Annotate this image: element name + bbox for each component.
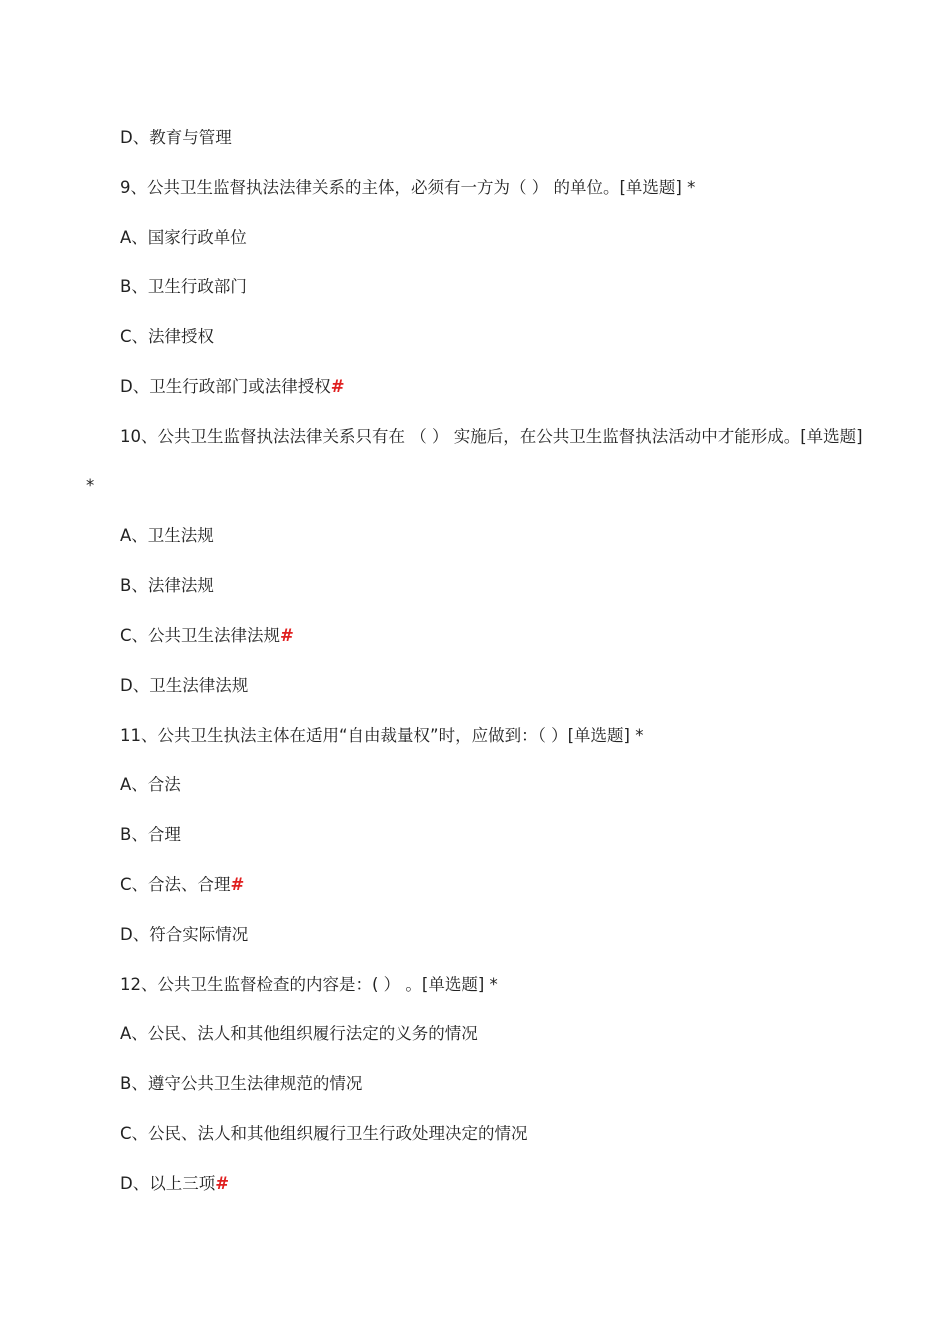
correct-answer-mark: # — [215, 1174, 230, 1193]
option-line — [120, 276, 247, 298]
option-line — [120, 824, 181, 846]
option-line-correct — [120, 625, 294, 647]
option-text: C、公共卫生法律法规 — [120, 626, 281, 645]
question-text: 12、公共卫生监督检查的内容是：( ） 。[单选题] * — [120, 975, 498, 994]
required-asterisk — [86, 475, 94, 497]
option-text: A、公民、法人和其他组织履行法定的义务的情况 — [120, 1024, 478, 1043]
question-line — [120, 426, 863, 448]
option-text: C、合法、合理 — [120, 875, 231, 894]
correct-answer-mark: # — [230, 875, 245, 894]
option-text: A、卫生法规 — [120, 526, 214, 545]
option-line — [120, 525, 214, 547]
option-line — [120, 924, 248, 946]
option-text: B、法律法规 — [120, 576, 214, 595]
option-text: B、合理 — [120, 825, 181, 844]
option-text: B、遵守公共卫生法律规范的情况 — [120, 1074, 363, 1093]
option-line — [120, 675, 248, 697]
option-text: A、合法 — [120, 775, 181, 794]
asterisk-text: * — [86, 476, 95, 495]
question-text: 9、公共卫生监督执法法律关系的主体，必须有一方为（ ） 的单位。[单选题] * — [120, 178, 696, 197]
option-text: D、符合实际情况 — [120, 925, 249, 944]
question-text: 10、公共卫生监督执法法律关系只有在 （ ） 实施后，在公共卫生监督执法活动中才能形成。[单选题] — [120, 427, 863, 446]
option-line — [120, 1023, 478, 1045]
option-line — [120, 326, 214, 348]
option-text: A、国家行政单位 — [120, 228, 247, 247]
option-text: D、卫生法律法规 — [120, 676, 249, 695]
option-line-correct — [120, 376, 345, 398]
option-line — [120, 774, 181, 796]
question-text: 11、公共卫生执法主体在适用“自由裁量权”时，应做到：（ ）[单选题] * — [120, 726, 644, 745]
question-line — [120, 974, 498, 996]
option-line — [120, 227, 247, 249]
correct-answer-mark: # — [280, 626, 294, 645]
option-line-correct — [120, 874, 244, 896]
option-line — [120, 1123, 528, 1145]
option-line — [120, 127, 232, 149]
option-text: D、卫生行政部门或法律授权 — [120, 377, 331, 396]
option-line — [120, 1073, 362, 1095]
option-text: D、教育与管理 — [120, 128, 232, 147]
option-text: D、以上三项 — [120, 1174, 216, 1193]
option-line — [120, 575, 214, 597]
option-text: C、法律授权 — [120, 327, 215, 346]
option-line-correct — [120, 1173, 229, 1195]
question-line — [120, 725, 643, 747]
question-line — [120, 177, 695, 199]
option-text: C、公民、法人和其他组织履行卫生行政处理决定的情况 — [120, 1124, 528, 1143]
correct-answer-mark: # — [330, 377, 345, 396]
option-text: B、卫生行政部门 — [120, 277, 247, 296]
